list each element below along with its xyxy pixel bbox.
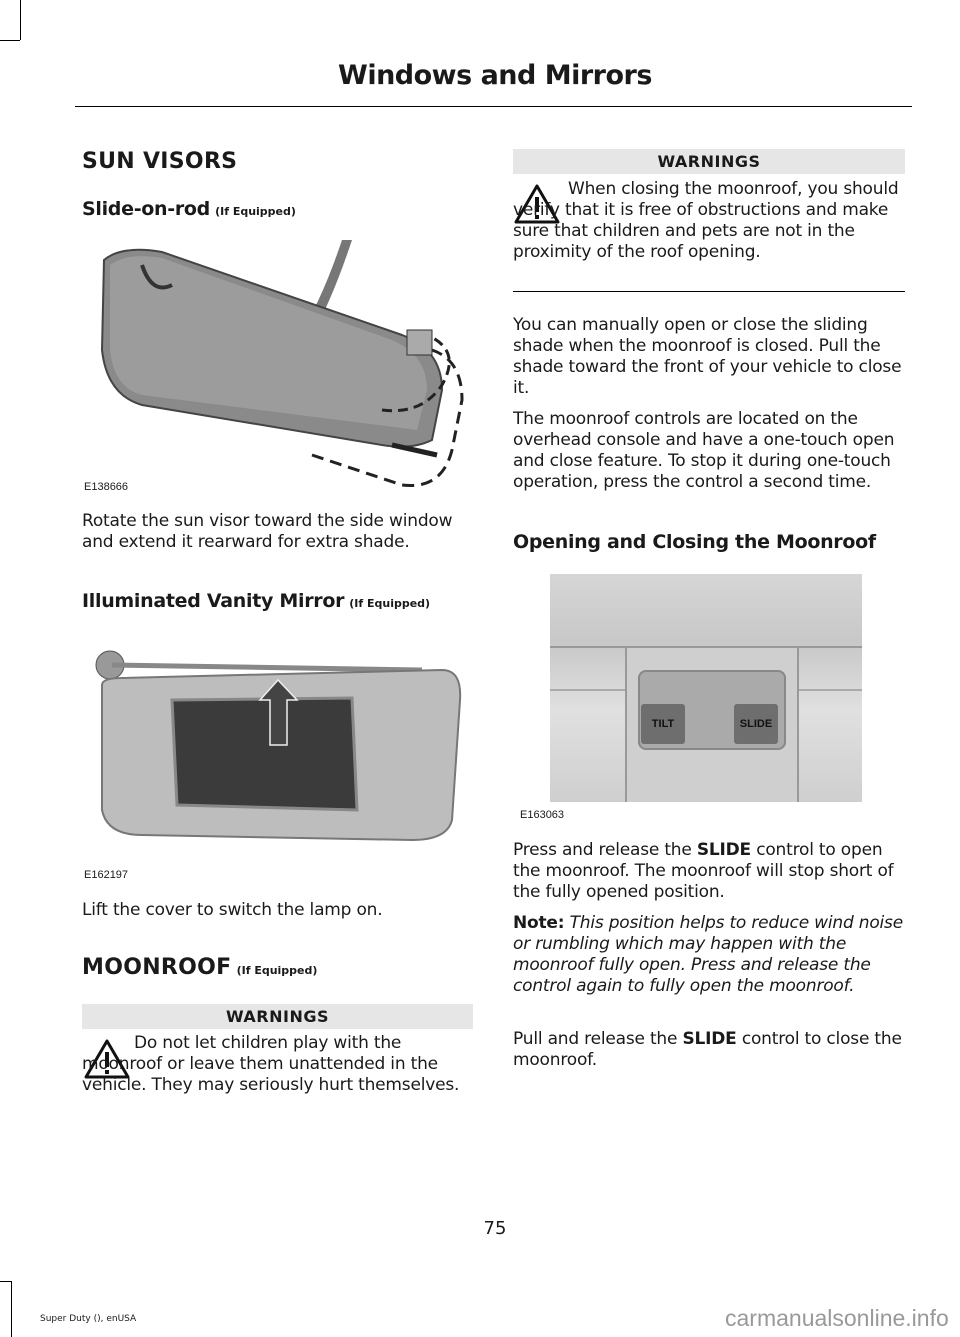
warnings-header: WARNINGS (513, 149, 905, 174)
if-equipped-label: (If Equipped) (215, 205, 296, 218)
note-label: Note: (513, 913, 565, 933)
paragraph (513, 840, 908, 903)
subheading-opening-closing: Opening and Closing the Moonroof (513, 531, 876, 553)
document-id: Super Duty (), enUSA (40, 1314, 137, 1324)
note (513, 913, 908, 997)
slide-button-label: SLIDE (734, 704, 778, 744)
sun-visor-slide-illustration (82, 240, 474, 495)
warning-text: When closing the moonroof, you should verify that it is free of obstructions and make sure that children and pets are not in the proximity of the roof opening. (513, 179, 899, 262)
subheading-text: Illuminated Vanity Mirror (82, 590, 345, 612)
page-number: 75 (483, 1218, 507, 1239)
subheading-vanity-mirror (82, 590, 430, 612)
paragraph: You can manually open or close the sliding shade when the moonroof is closed. Pull the shade toward the front of your vehicle to close it. (513, 315, 902, 398)
paragraph: Lift the cover to switch the lamp on. (82, 900, 383, 920)
crop-mark (20, 0, 21, 40)
paragraph: Rotate the sun visor toward the side window and extend it rearward for extra shade. (82, 511, 453, 552)
crop-mark (11, 1281, 12, 1337)
text: control to open the moonroof. The moonroof will stop short of the fully opened position. (513, 840, 894, 902)
text: control to close the moonroof. (513, 1029, 902, 1070)
if-equipped-label: (If Equipped) (349, 597, 431, 610)
watermark: carmanualsonline.info (725, 1305, 949, 1331)
figure-code: E163063 (520, 809, 565, 821)
note-text: This position helps to reduce wind noise or rumbling which may happen with the moonroof fully open. Press and release the control again to fully open the moonroof. (513, 913, 903, 996)
moonroof-controls-illustration (550, 574, 862, 802)
crop-mark (0, 1281, 11, 1282)
paragraph: The moonroof controls are located on the overhead console and have a one-touch open and close feature. To stop it during one-touch operation, press the control a second time. (513, 409, 895, 492)
warnings-header: WARNINGS (82, 1004, 473, 1029)
section-title-sun-visors: SUN VISORS (82, 149, 238, 174)
if-equipped-label: (If Equipped) (236, 964, 318, 977)
text: Pull and release the (513, 1029, 683, 1049)
warning-rule (513, 291, 905, 292)
slide-keyword: SLIDE (682, 1029, 737, 1049)
figure-code: E162197 (84, 869, 129, 881)
subheading-text: Slide-on-rod (82, 198, 210, 220)
crop-mark (0, 40, 20, 41)
slide-keyword: SLIDE (696, 840, 751, 860)
warning-text: Do not let children play with the moonroof or leave them unattended in the vehicle. They may seriously hurt themselves. (82, 1033, 460, 1095)
page-header-title: Windows and Mirrors (338, 60, 652, 91)
paragraph (513, 1029, 908, 1071)
figure-code: E138666 (84, 481, 129, 493)
header-rule (75, 106, 912, 107)
vanity-mirror-illustration (82, 640, 474, 865)
tilt-button-label: TILT (641, 704, 685, 744)
subheading-slide-on-rod (82, 198, 296, 220)
section-title-moonroof (82, 955, 317, 980)
text: Press and release the (513, 840, 697, 860)
section-title-text: MOONROOF (82, 955, 232, 980)
